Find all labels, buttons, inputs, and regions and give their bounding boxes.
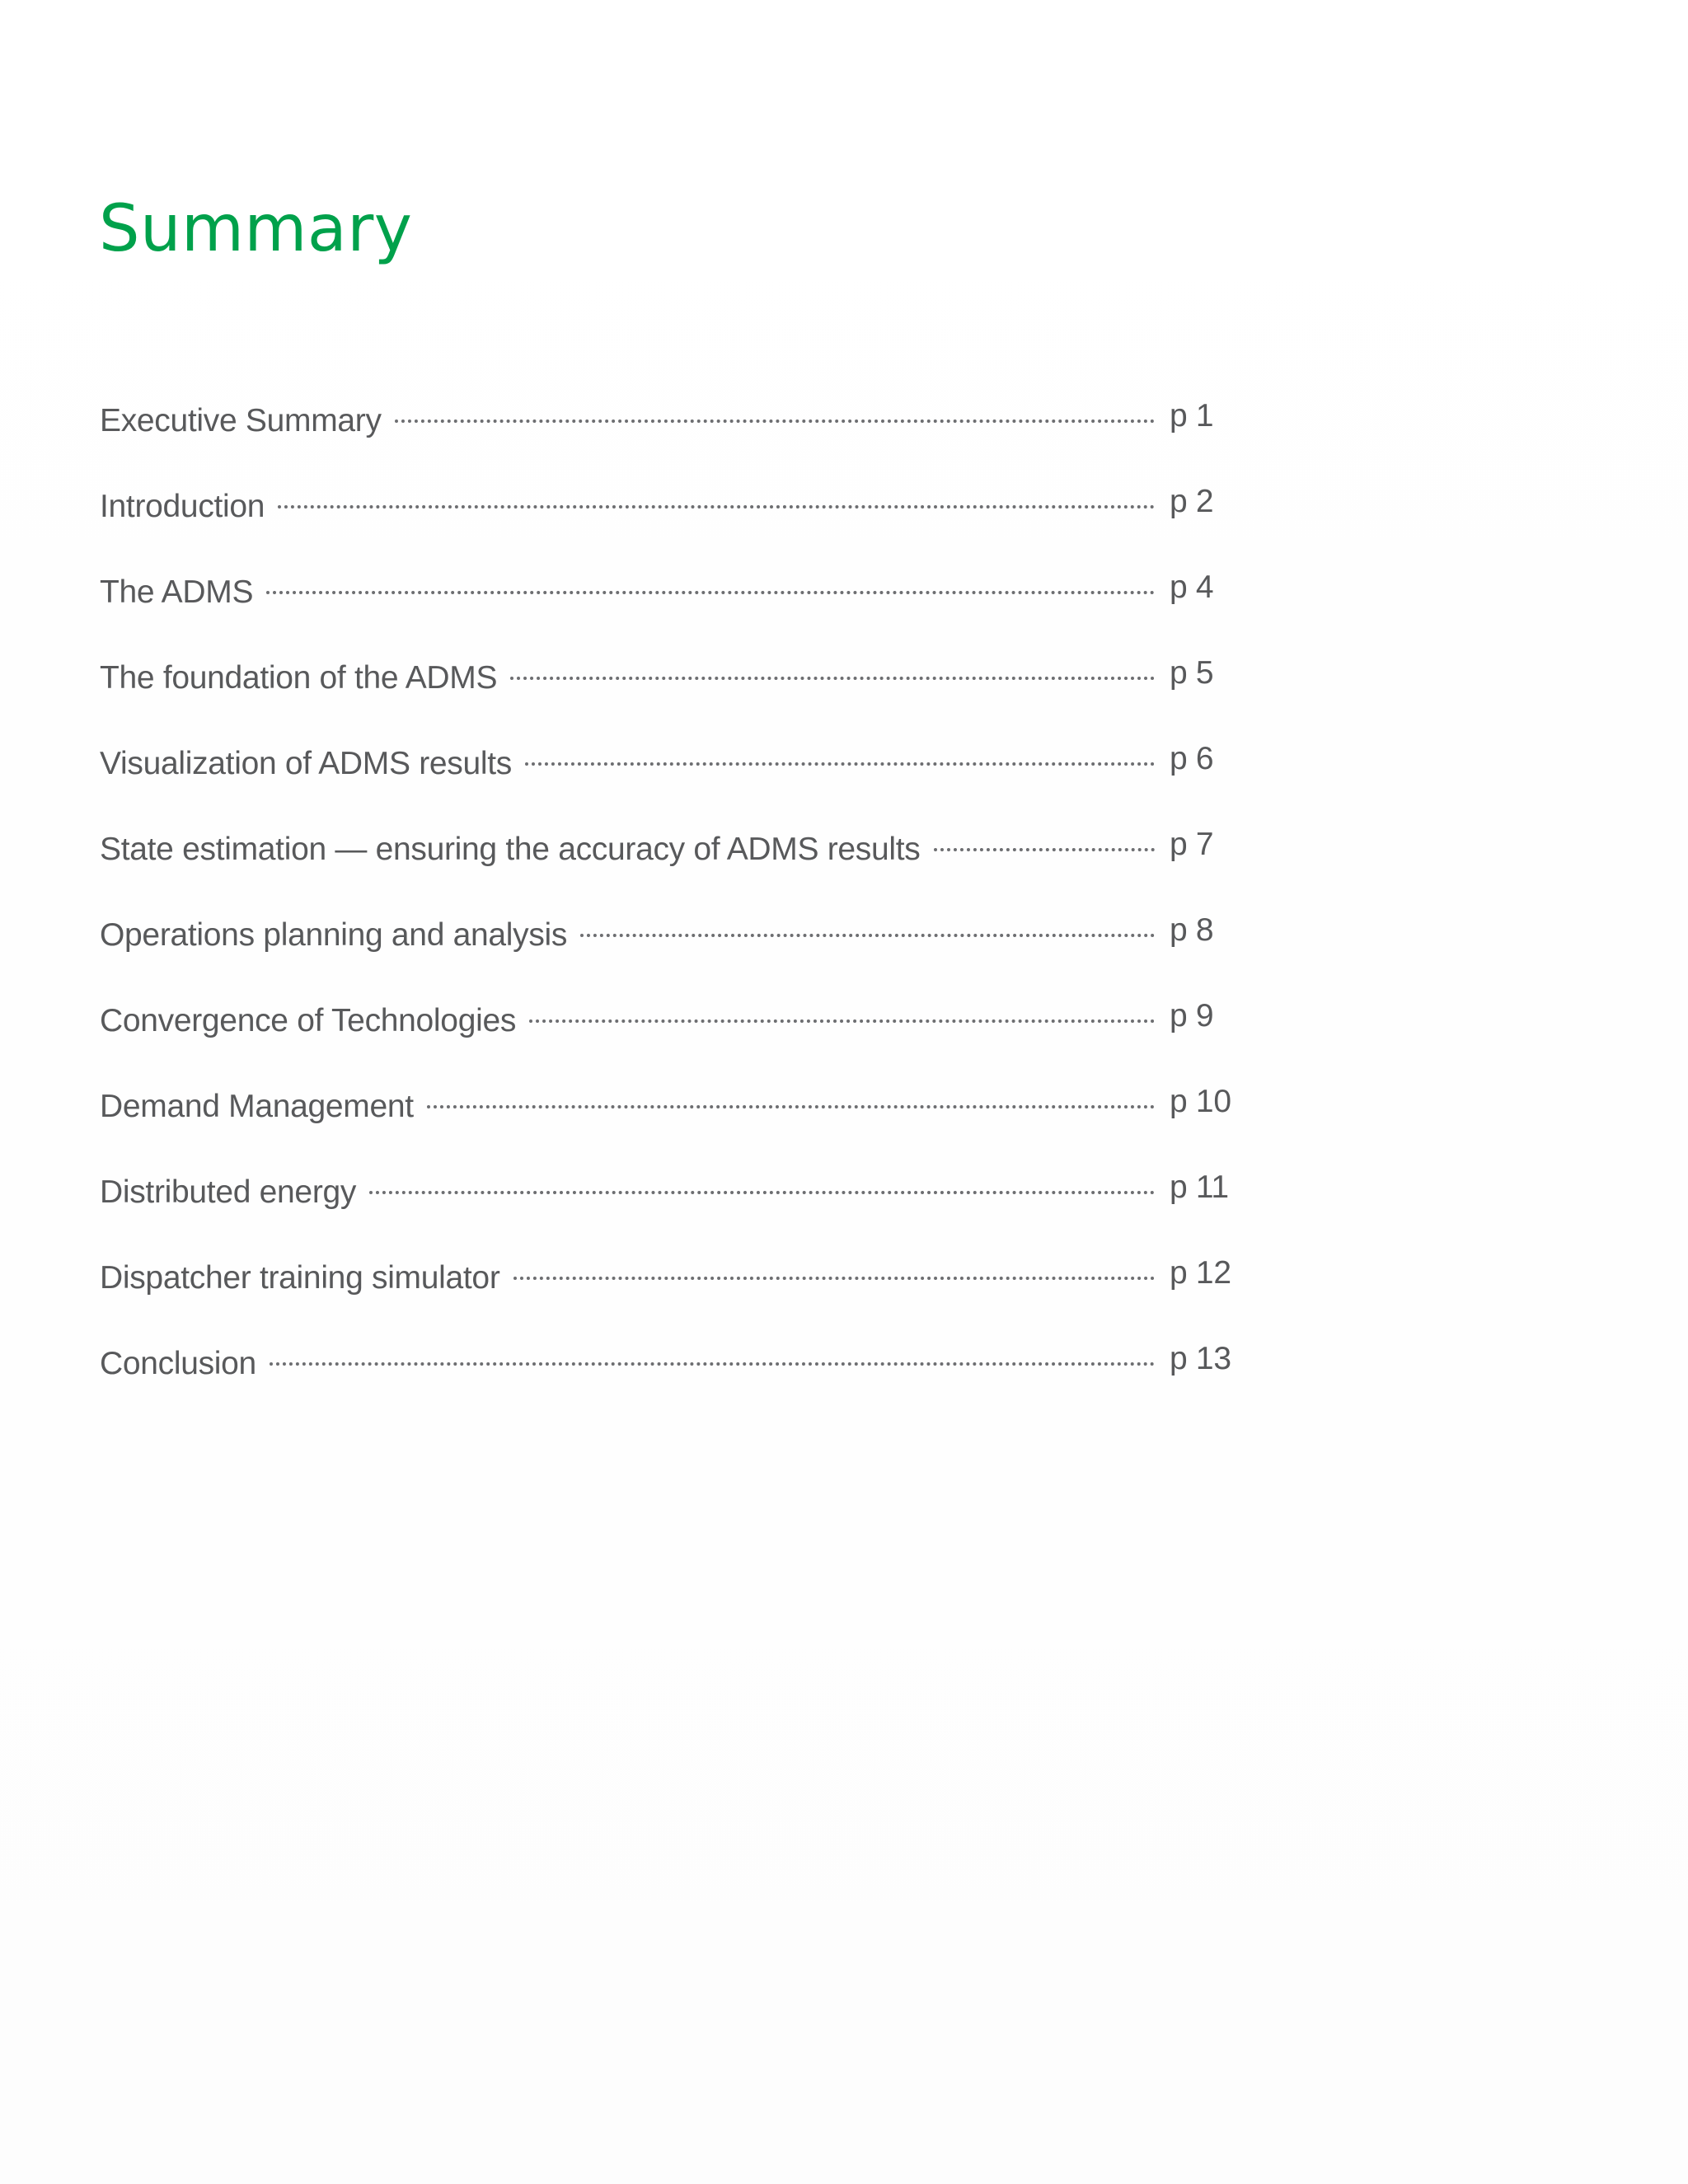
toc-entry[interactable] (100, 482, 1254, 568)
toc-entry-label: The ADMS (100, 574, 254, 610)
toc-page-number: p 4 (1170, 569, 1214, 605)
toc-entry[interactable] (100, 825, 1254, 911)
toc-entry-label: The foundation of the ADMS (100, 660, 498, 696)
toc-dot-leader (369, 1191, 1155, 1194)
toc-dot-leader (395, 419, 1155, 423)
toc-page-number: p 1 (1170, 398, 1214, 434)
toc-dot-leader (427, 1105, 1155, 1108)
toc-dot-leader (934, 848, 1156, 851)
toc-page-number: p 8 (1170, 912, 1214, 948)
toc-entry[interactable] (100, 911, 1254, 996)
toc-entry[interactable] (100, 1168, 1254, 1254)
toc-entry[interactable] (100, 996, 1254, 1082)
toc-page-number: p 6 (1170, 741, 1214, 776)
toc-entry-label: Distributed energy (100, 1174, 357, 1210)
toc-page-number: p 2 (1170, 484, 1214, 519)
toc-entry-label: Operations planning and analysis (100, 917, 568, 953)
toc-dot-leader (580, 934, 1155, 937)
toc-entry-label: Demand Management (100, 1089, 414, 1124)
toc-dot-leader (278, 505, 1155, 509)
toc-page-number: p 13 (1170, 1341, 1231, 1376)
toc-entry[interactable] (100, 396, 1254, 482)
toc-page-number: p 12 (1170, 1255, 1231, 1291)
toc-page-number: p 5 (1170, 655, 1214, 691)
toc-dot-leader (510, 677, 1155, 680)
toc-page-number: p 7 (1170, 827, 1214, 862)
toc-entry-label: Executive Summary (100, 403, 382, 438)
toc-entry-label: Introduction (100, 489, 265, 524)
toc-entry[interactable] (100, 1082, 1254, 1168)
toc-dot-leader (529, 1019, 1155, 1023)
toc-entry[interactable] (100, 568, 1254, 654)
toc-entry[interactable] (100, 1254, 1254, 1339)
toc-entry-label: Visualization of ADMS results (100, 746, 512, 781)
toc-page-number: p 9 (1170, 998, 1214, 1033)
toc-entry[interactable] (100, 654, 1254, 739)
toc-entry-label: Conclusion (100, 1346, 256, 1381)
toc-entry[interactable] (100, 739, 1254, 825)
toc-dot-leader (525, 762, 1155, 766)
toc-dot-leader (270, 1362, 1155, 1366)
toc-entry-label: Convergence of Technologies (100, 1003, 517, 1038)
toc-entry-label: State estimation — ensuring the accuracy of ADMS results (100, 832, 921, 867)
toc-dot-leader (513, 1277, 1155, 1280)
toc-page-number: p 10 (1170, 1084, 1231, 1119)
toc-page-number: p 11 (1170, 1169, 1229, 1205)
toc-entry-label: Dispatcher training simulator (100, 1260, 500, 1296)
toc-entry[interactable] (100, 1339, 1254, 1425)
toc-dot-leader (266, 591, 1155, 594)
page-title: Summary (99, 192, 413, 266)
table-of-contents (100, 396, 1254, 1425)
